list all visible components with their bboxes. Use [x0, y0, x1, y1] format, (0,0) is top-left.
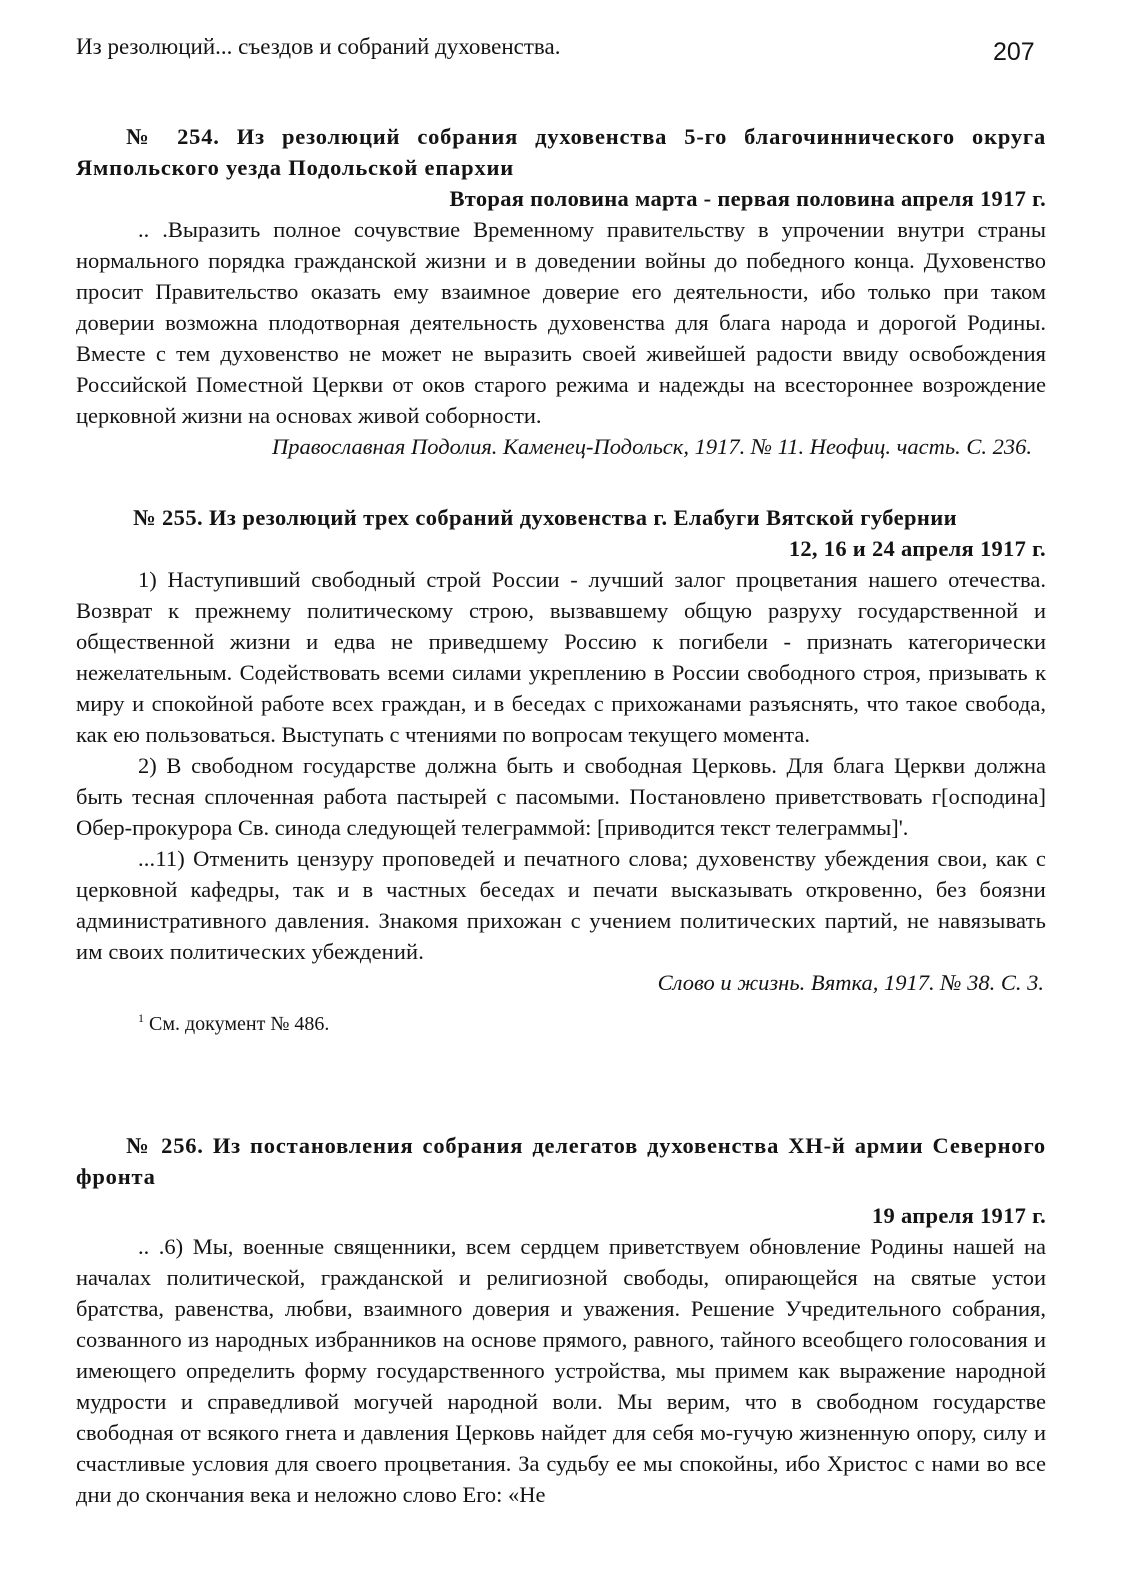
footnote: [76, 1004, 1046, 1038]
document-254: [76, 121, 1046, 462]
document-255: [76, 502, 1046, 1038]
page-number: 207: [993, 38, 1035, 66]
document-title: № 255. Из резолюций трех собраний духовенства г. Елабуги Вятской губернии: [133, 505, 957, 530]
document-source: Слово и жизнь. Вятка, 1917. № 38. С. 3.: [657, 970, 1044, 995]
document-source: Православная Подолия. Каменец-Подольск, 1917. № 11. Неофиц. часть. С. 236.: [271, 434, 1032, 459]
document-date: 12, 16 и 24 апреля 1917 г.: [788, 536, 1046, 561]
footnote-mark: 1: [138, 1011, 144, 1025]
document-paragraph: 2) В свободном государстве должна быть и свободная Церковь. Для блага Церкви должна быть тесная сплоченная работа пастырей с пасомыми. Постановлено приветствовать г[осподина] Обер-прокурора Св. синода следующей телеграммой: [приводится текст телеграммы]'.: [76, 753, 1046, 840]
document-256: [76, 1130, 1046, 1510]
document-title: № 254. Из резолюций собрания духовенства 5-го благочиннического округа Ямпольского уезда Подольской епархии: [76, 124, 1046, 180]
document-paragraph: .. .6) Мы, военные священники, всем сердцем приветствуем обновление Родины нашей на началах политической, гражданской и религиозной свободы, опирающейся на святые устои братства, равенства, любви, взаимного доверия и уважения. Решение Учредительного собрания, созванного из народных избранников на основе прямого, равного, тайного всеобщего голосования и имеющего определить форму государственного устройства, мы примем как выражение народной мудрости и справедливой могучей народной воли. Мы верим, что в свободном государстве свободная от всякого гнета и давления Церковь найдет для себя мо-гучую жизненную опору, силу и счастливые условия для своего процветания. За судьбу ее мы спокойны, ибо Христос с нами во все дни до скончания века и неложно слово Его: «Не: [76, 1234, 1046, 1507]
document-paragraph: 1) Наступивший свободный строй России - лучший залог процветания нашего отечества. Возврат к прежнему политическому строю, вызвавшему общую разруху государственной и общественной жизни и едва не приведшему Россию к погибели - признать категорически нежелательным. Содействовать всеми силами укреплению в России свободного строя, призывать к миру и спокойной работе всех граждан, и в беседах с прихожанами разъяснять, что такое свобода, как ею пользоваться. Выступать с чтениями по вопросам текущего момента.: [76, 567, 1046, 747]
document-date: Вторая половина марта - первая половина апреля 1917 г.: [449, 186, 1046, 211]
document-title: № 256. Из постановления собрания делегатов духовенства ХН-й армии Северного фронта: [76, 1133, 1046, 1189]
document-paragraph: ...11) Отменить цензуру проповедей и печатного слова; духовенству убеждения свои, как с церковной кафедры, так и в частных беседах и печати высказывать откровенно, без боязни административного давления. Знакомя прихожан с учением политических партий, не навязывать им своих политических убеждений.: [76, 846, 1046, 964]
running-header-title: Из резолюций... съездов и собраний духовенства.: [76, 34, 561, 59]
document-paragraph: .. .Выразить полное сочувствие Временному правительству в упрочении внутри страны нормального порядка гражданской жизни и в доведении войны до победного конца. Духовенство просит Правительство оказать ему взаимное доверие его деятельности, ибо только при таком доверии возможна плодотворная деятельность духовенства для блага народа и дорогой Родины. Вместе с тем духовенство не может не выразить своей живейшей радости ввиду освобождения Российской Поместной Церкви от оков старого режима и надежды на всестороннее возрождение церковной жизни на основах живой соборности.: [76, 217, 1046, 428]
document-date: 19 апреля 1917 г.: [872, 1203, 1046, 1228]
footnote-text: См. документ № 486.: [149, 1013, 330, 1035]
